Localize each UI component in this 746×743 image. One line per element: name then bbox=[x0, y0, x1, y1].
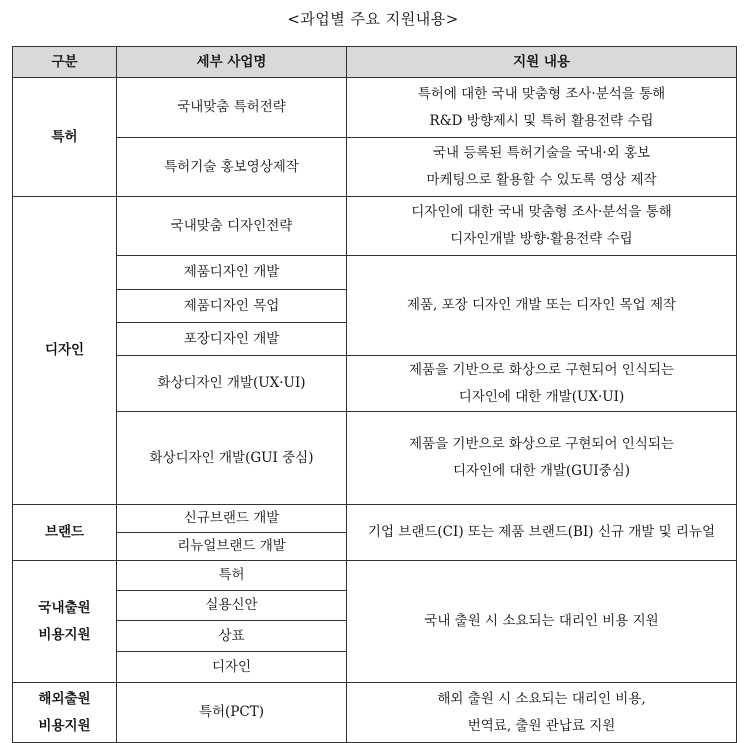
table-row bbox=[13, 561, 737, 591]
table-row bbox=[13, 683, 737, 743]
category-line: 비용지원 bbox=[38, 626, 91, 643]
support-table bbox=[12, 46, 737, 743]
content-line: 디자인에 대한 국내 맞춤형 조사·분석을 통해 bbox=[411, 204, 672, 220]
content-cell bbox=[347, 78, 737, 138]
detail-cell: 디자인 bbox=[117, 652, 347, 683]
detail-cell: 화상디자인 개발(UX·UI) bbox=[117, 356, 347, 412]
content-line: 제품을 기반으로 화상으로 구현되어 인식되는 bbox=[409, 436, 674, 452]
detail-cell: 상표 bbox=[117, 621, 347, 652]
content-line: R&D 방향제시 및 특허 활용전략 수립 bbox=[429, 112, 654, 129]
page-title: <과업별 주요 지원내용> bbox=[287, 10, 459, 28]
table-row bbox=[13, 138, 737, 197]
table-row bbox=[13, 412, 737, 505]
detail-cell: 특허 bbox=[117, 561, 347, 591]
detail-cell: 신규브랜드 개발 bbox=[117, 505, 347, 533]
table-row bbox=[13, 505, 737, 533]
category-line: 비용지원 bbox=[38, 717, 91, 734]
content-cell: 국내 출원 시 소요되는 대리인 비용 지원 bbox=[347, 561, 737, 683]
table-header-row bbox=[13, 47, 737, 78]
detail-cell: 국내맞춤 디자인전략 bbox=[117, 197, 347, 256]
header-category: 구분 bbox=[13, 47, 117, 78]
category-brand: 브랜드 bbox=[13, 505, 117, 561]
table-row bbox=[13, 78, 737, 138]
header-detail: 세부 사업명 bbox=[117, 47, 347, 78]
detail-cell: 포장디자인 개발 bbox=[117, 323, 347, 356]
detail-cell: 화상디자인 개발(GUI 중심) bbox=[117, 412, 347, 505]
content-line: 해외 출원 시 소요되는 대리인 비용, bbox=[437, 690, 646, 707]
content-line: 국내 등록된 특허기술을 국내·외 홍보 bbox=[432, 145, 651, 161]
category-patent: 특허 bbox=[13, 78, 117, 197]
content-line: 디자인에 대한 개발(UX·UI) bbox=[458, 388, 625, 405]
category-overseas bbox=[13, 683, 117, 743]
detail-cell: 실용신안 bbox=[117, 591, 347, 621]
category-line: 국내출원 bbox=[38, 599, 91, 616]
detail-cell: 제품디자인 목업 bbox=[117, 290, 347, 323]
category-domestic bbox=[13, 561, 117, 683]
header-content: 지원 내용 bbox=[347, 47, 737, 78]
content-cell bbox=[347, 356, 737, 412]
content-cell: 제품, 포장 디자인 개발 또는 디자인 목업 제작 bbox=[347, 256, 737, 356]
content-cell bbox=[347, 138, 737, 197]
content-cell: 기업 브랜드(CI) 또는 제품 브랜드(BI) 신규 개발 및 리뉴얼 bbox=[347, 505, 737, 561]
content-cell bbox=[347, 197, 737, 256]
content-cell bbox=[347, 412, 737, 505]
table-row bbox=[13, 356, 737, 412]
detail-cell: 특허기술 홍보영상제작 bbox=[117, 138, 347, 197]
category-design: 디자인 bbox=[13, 197, 117, 505]
content-line: 디자인개발 방향·활용전략 수립 bbox=[450, 231, 633, 247]
detail-cell: 리뉴얼브랜드 개발 bbox=[117, 533, 347, 561]
detail-cell: 제품디자인 개발 bbox=[117, 256, 347, 290]
content-line: 마케팅으로 활용할 수 있도록 영상 제작 bbox=[426, 172, 657, 188]
table-row bbox=[13, 256, 737, 290]
detail-cell: 국내맞춤 특허전략 bbox=[117, 78, 347, 138]
table-row bbox=[13, 197, 737, 256]
detail-cell: 특허(PCT) bbox=[117, 683, 347, 743]
content-line: 제품을 기반으로 화상으로 구현되어 인식되는 bbox=[409, 361, 674, 378]
content-line: 디자인에 대한 개발(GUI중심) bbox=[452, 463, 631, 479]
content-cell bbox=[347, 683, 737, 743]
content-line: 번역료, 출원 관납료 지원 bbox=[467, 717, 616, 734]
category-line: 해외출원 bbox=[38, 690, 91, 707]
content-line: 특허에 대한 국내 맞춤형 조사·분석을 통해 bbox=[417, 85, 666, 102]
